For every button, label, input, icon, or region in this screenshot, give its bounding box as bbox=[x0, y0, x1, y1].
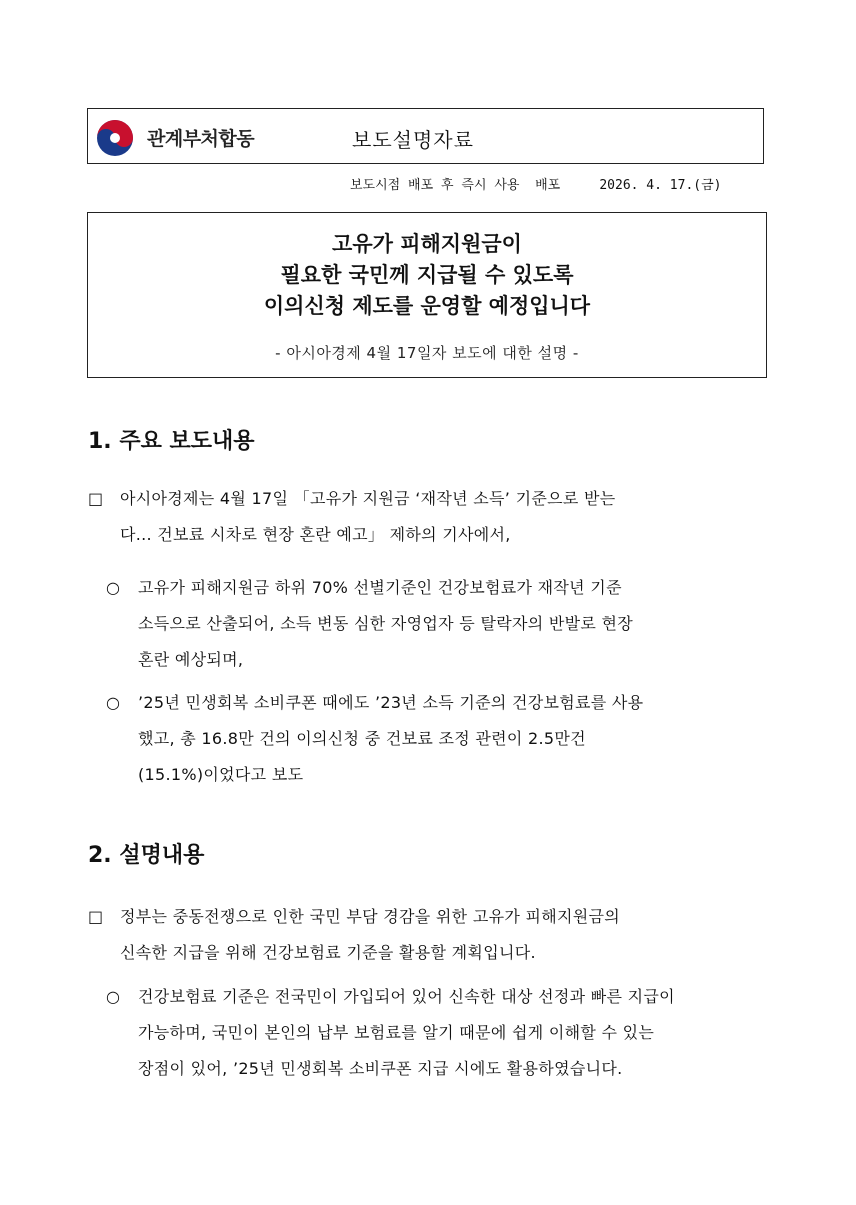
government-emblem-logo bbox=[95, 118, 135, 158]
circle-bullet: ○ bbox=[106, 693, 120, 712]
circle-bullet: ○ bbox=[106, 987, 120, 1006]
section-1-sub-2-line-1: ’25년 민생회복 소비쿠폰 때에도 ’23년 소득 기준의 건강보험료를 사용 bbox=[138, 693, 644, 712]
circle-bullet: ○ bbox=[106, 578, 120, 597]
section-1-heading: 1. 주요 보도내용 bbox=[88, 429, 255, 454]
doc-type-label: 보도설명자료 bbox=[352, 128, 474, 152]
section-2-main-line-2: 신속한 지급을 위해 건강보험료 기준을 활용할 계획입니다. bbox=[120, 943, 536, 962]
subtitle: - 아시아경제 4월 17일자 보도에 대한 설명 - bbox=[275, 344, 579, 362]
section-2-sub-1-line-3: 장점이 있어, ’25년 민생회복 소비쿠폰 지급 시에도 활용하였습니다. bbox=[138, 1059, 623, 1078]
section-2-sub-1-line-1: 건강보험료 기준은 전국민이 가입되어 있어 신속한 대상 선정과 빠른 지급이 bbox=[138, 987, 675, 1006]
box-bullet: □ bbox=[88, 907, 104, 926]
org-name: 관계부처합동 bbox=[147, 128, 255, 150]
section-2-heading: 2. 설명내용 bbox=[88, 843, 205, 868]
section-1-sub-1-line-1: 고유가 피해지원금 하위 70% 선별기준인 건강보험료가 재작년 기준 bbox=[138, 578, 622, 597]
section-1-sub-1-line-3: 혼란 예상되며, bbox=[138, 650, 244, 669]
title-line-1: 고유가 피해지원금이 bbox=[332, 232, 522, 256]
section-2-main-line-1: 정부는 중동전쟁으로 인한 국민 부담 경감을 위한 고유가 피해지원금의 bbox=[120, 907, 621, 926]
section-2-sub-1-line-2: 가능하며, 국민이 본인의 납부 보험료를 알기 때문에 쉽게 이해할 수 있는 bbox=[138, 1023, 655, 1042]
section-1-sub-2-line-3: (15.1%)이었다고 보도 bbox=[138, 765, 304, 784]
release-info: 보도시점 배포 후 즉시 사용 배포 2026. 4. 17.(금) bbox=[350, 178, 722, 193]
box-bullet: □ bbox=[88, 489, 104, 508]
section-1-sub-1-line-2: 소득으로 산출되어, 소득 변동 심한 자영업자 등 탈락자의 반발로 현장 bbox=[138, 614, 634, 633]
section-1-main-line-1: 아시아경제는 4월 17일 「고유가 지원금 ‘재작년 소득’ 기준으로 받는 bbox=[120, 489, 616, 508]
section-1-main-line-2: 다... 건보료 시차로 현장 혼란 예고」 제하의 기사에서, bbox=[120, 525, 511, 544]
title-line-3: 이의신청 제도를 운영할 예정입니다 bbox=[263, 294, 591, 318]
section-1-sub-2-line-2: 했고, 총 16.8만 건의 이의신청 중 건보료 조정 관련이 2.5만건 bbox=[138, 729, 586, 748]
title-line-2: 필요한 국민께 지급될 수 있도록 bbox=[280, 263, 574, 287]
